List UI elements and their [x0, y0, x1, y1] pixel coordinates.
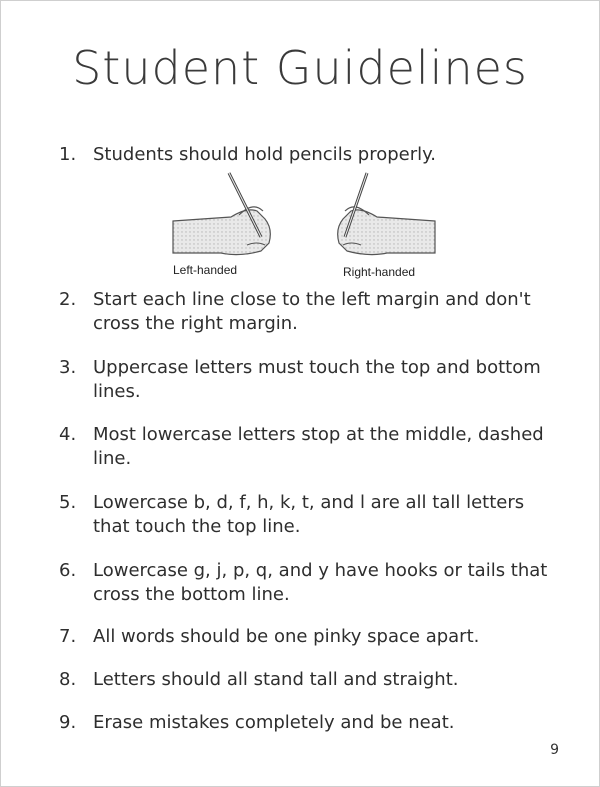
- guideline-number: 4.: [59, 424, 77, 445]
- guideline-number: 8.: [59, 669, 77, 690]
- guideline-item-9: [59, 711, 559, 735]
- guideline-text: Uppercase letters must touch the top and bottom lines.: [93, 357, 541, 402]
- page-title: Student Guidelines: [72, 41, 528, 95]
- guideline-text: Most lowercase letters stop at the middle, dashed line.: [93, 424, 544, 469]
- guideline-text: Lowercase g, j, p, q, and y have hooks or tails that cross the bottom line.: [93, 560, 548, 605]
- guideline-number: 7.: [59, 626, 77, 647]
- left-hand-icon: [173, 173, 270, 255]
- guideline-text: Students should hold pencils properly.: [93, 144, 436, 165]
- guideline-item-3: [59, 356, 559, 404]
- guideline-number: 3.: [59, 357, 77, 378]
- guideline-number: 2.: [59, 289, 77, 310]
- guideline-text: All words should be one pinky space apart.: [93, 626, 480, 647]
- guideline-text: Lowercase b, d, f, h, k, t, and l are all tall letters that touch the top line.: [93, 492, 525, 537]
- guideline-item-8: [59, 668, 559, 692]
- guideline-number: 5.: [59, 492, 77, 513]
- guideline-item-4: [59, 423, 559, 471]
- right-hand-icon: [338, 173, 435, 255]
- guideline-text: Start each line close to the left margin and don't cross the right margin.: [93, 289, 531, 334]
- pencil-grip-illustration: [169, 171, 439, 283]
- guideline-number: 1.: [59, 144, 77, 165]
- page-number: 9: [550, 742, 559, 758]
- guideline-number: 6.: [59, 560, 77, 581]
- guideline-item-7: [59, 625, 559, 649]
- guideline-item-2: [59, 288, 559, 336]
- guideline-item-6: [59, 559, 559, 607]
- guideline-text: Erase mistakes completely and be neat.: [93, 712, 455, 733]
- guideline-item-5: [59, 491, 559, 539]
- guideline-item-1: [59, 143, 559, 167]
- guideline-number: 9.: [59, 712, 77, 733]
- left-handed-label: Left-handed: [173, 263, 238, 277]
- right-handed-label: Right-handed: [343, 265, 416, 279]
- guideline-text: Letters should all stand tall and straight.: [93, 669, 459, 690]
